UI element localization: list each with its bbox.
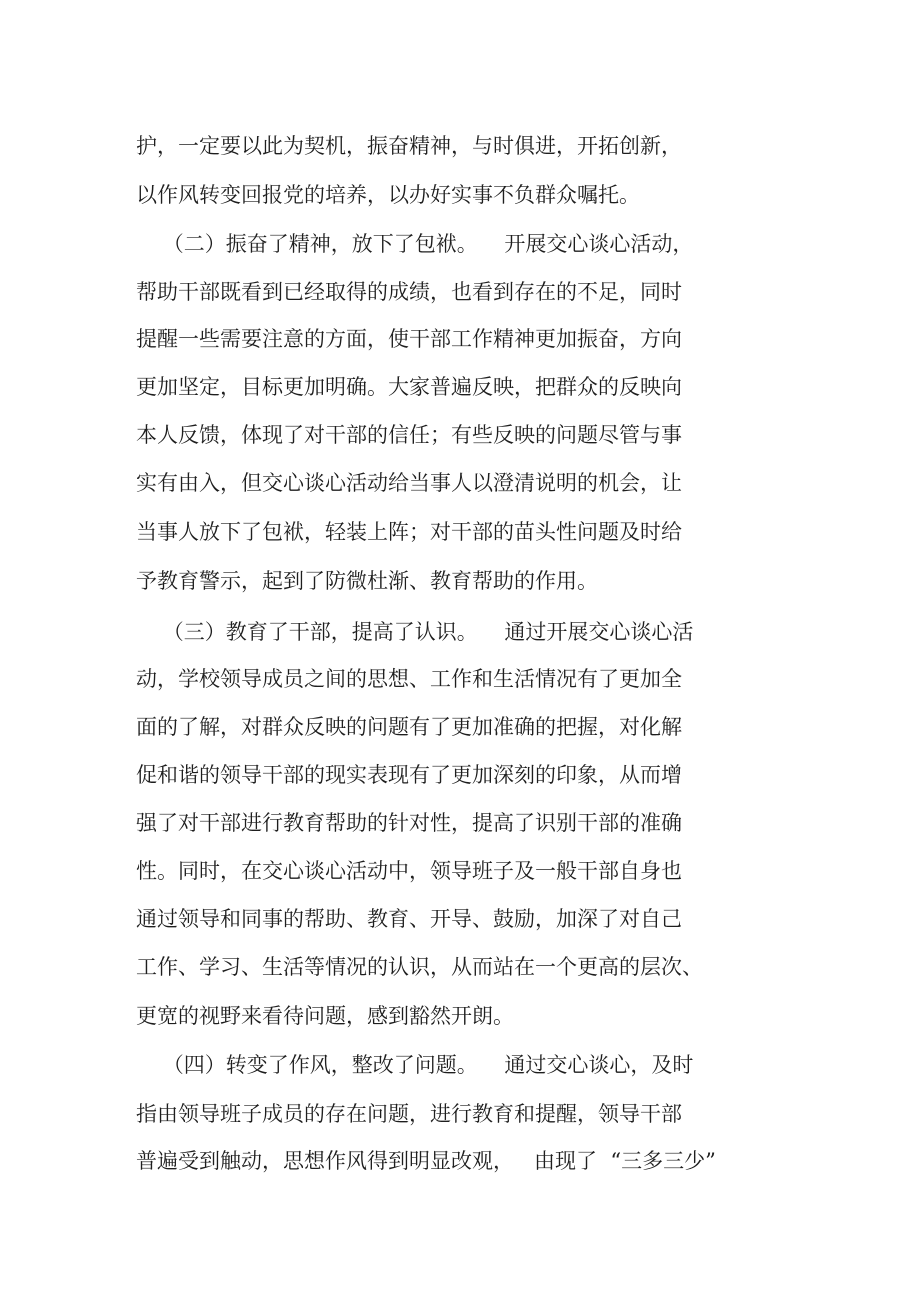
- text-line: 予教育警示，起到了防微杜渐、教育帮助的作用。: [136, 569, 598, 593]
- text-line: 护，一定要以此为契机，振奋精神，与时俱进，开拓创新，: [136, 134, 682, 158]
- text-line: 实有由入，但交心谈心活动给当事人以澄清说明的机会，让: [136, 471, 682, 495]
- paragraph-heading-4: （四）转变了作风，整改了问题。 通过交心谈心，及时: [136, 1053, 694, 1077]
- paragraph-heading-2: （二）振奋了精神，放下了包袱。 开展交心谈心活动，: [136, 232, 694, 256]
- text-line: 本人反馈，体现了对干部的信任；有些反映的问题尽管与事: [136, 423, 682, 447]
- text-line: 通过领导和同事的帮助、教育、开导、鼓励，加深了对自己: [136, 907, 682, 931]
- text-line: 性。同时，在交心谈心活动中，领导班子及一般干部自身也: [136, 859, 682, 883]
- text-line: 强了对干部进行教育帮助的针对性，提高了识别干部的准确: [136, 811, 682, 835]
- text-line: 提醒一些需要注意的方面，使干部工作精神更加振奋，方向: [136, 327, 682, 351]
- text-line: 普遍受到触动，思想作风得到明显改观， 由现了 “三多三少”: [136, 1149, 716, 1173]
- text-line: 以作风转变回报党的培养，以办好实事不负群众嘱托。: [136, 183, 640, 207]
- text-line: 当事人放下了包袱，轻装上阵；对干部的苗头性问题及时给: [136, 520, 682, 544]
- text-line: 更宽的视野来看待问题，感到豁然开朗。: [136, 1004, 514, 1028]
- text-line: 动，学校领导成员之间的思想、工作和生活情况有了更加全: [136, 667, 682, 691]
- text-line: 更加坚定，目标更加明确。大家普遍反映，把群众的反映向: [136, 375, 682, 399]
- text-line: 工作、学习、生活等情况的认识，从而站在一个更高的层次、: [136, 955, 703, 979]
- text-line: 面的了解，对群众反映的问题有了更加准确的把握，对化解: [136, 715, 682, 739]
- text-line: 指由领导班子成员的存在问题，进行教育和提醒，领导干部: [136, 1102, 682, 1126]
- text-line: 帮助干部既看到已经取得的成绩，也看到存在的不足，同时: [136, 280, 682, 304]
- paragraph-heading-3: （三）教育了干部，提高了认识。 通过开展交心谈心活: [136, 620, 694, 644]
- text-line: 促和谐的领导干部的现实表现有了更加深刻的印象，从而增: [136, 763, 682, 787]
